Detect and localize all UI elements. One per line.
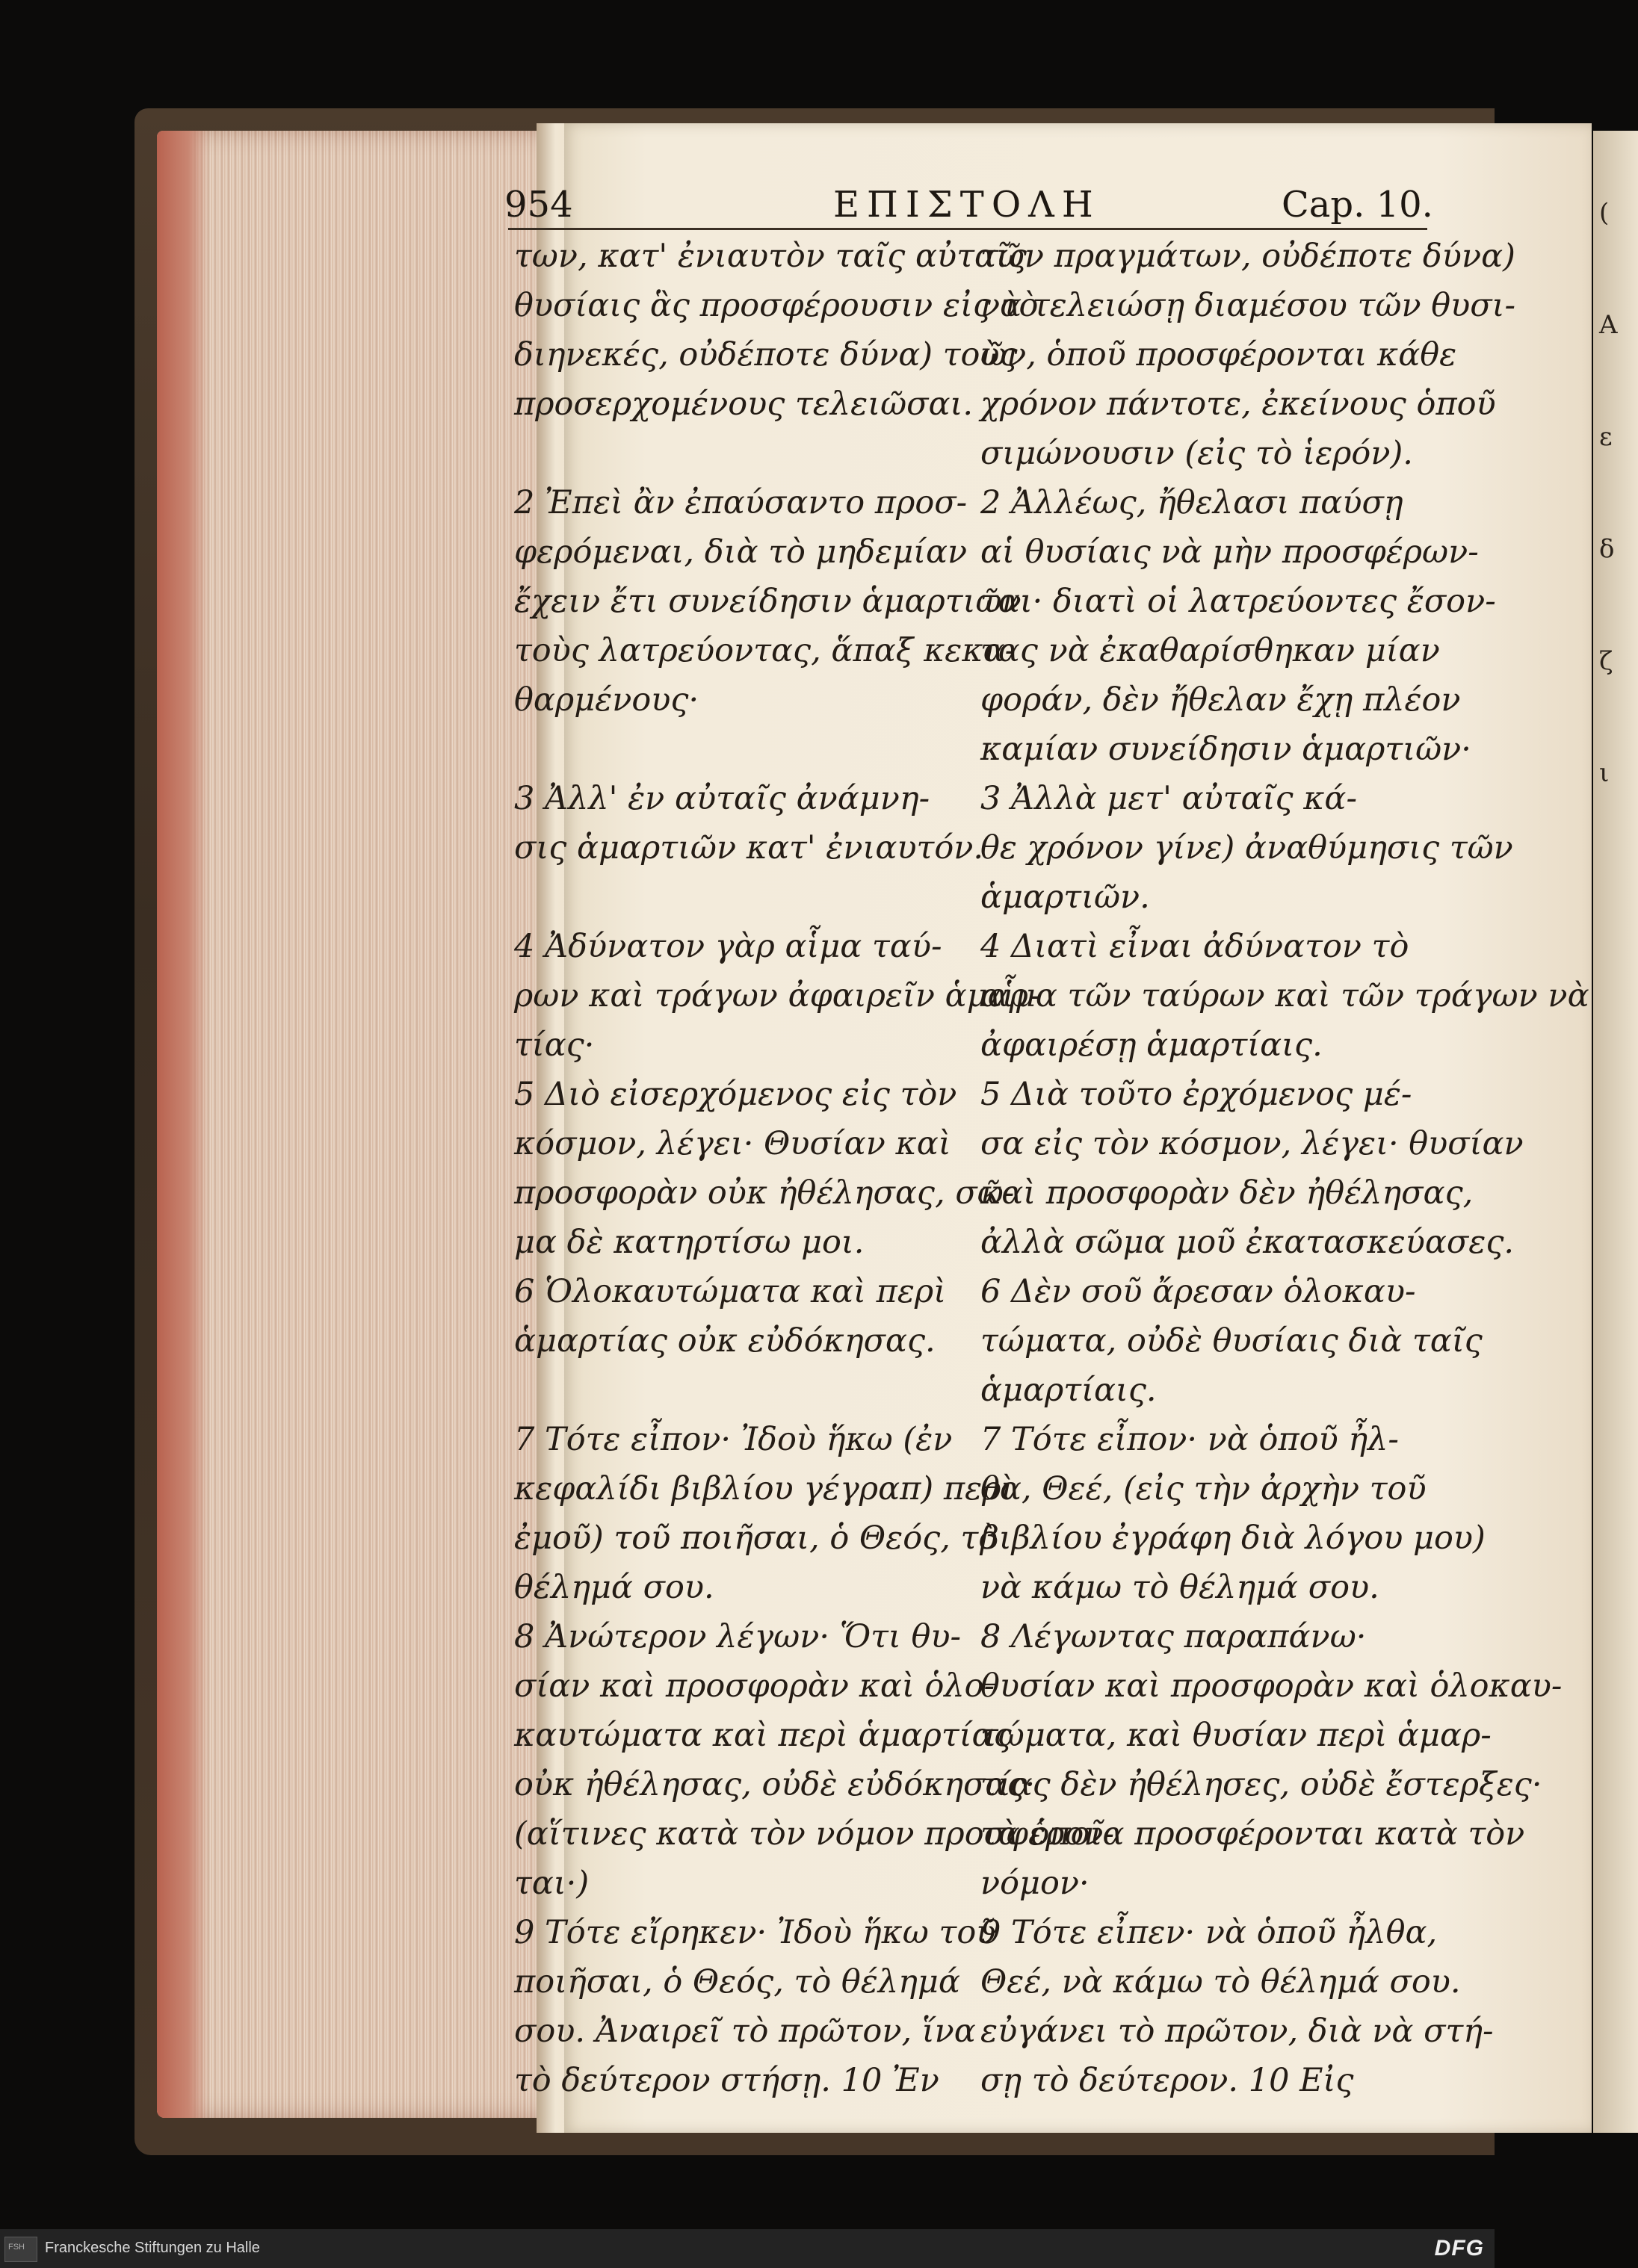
footer-bar [0,2229,1495,2268]
left-column-line: τοὺς λατρεύοντας, ἅπαξ κεκα- [514,632,1016,669]
library-logo-mark: FSH [8,2243,25,2252]
right-column-line: ῶν, ὁποῦ προσφέρονται κάθε [980,336,1457,374]
right-column-line: τας νὰ ἐκαθαρίσθηκαν μίαν [980,632,1440,669]
left-column-line: ται·) [514,1865,590,1902]
left-column-line: καυτώματα καὶ περὶ ἁμαρτίας [514,1717,1012,1754]
right-column-line: τώματα, καὶ θυσίαν περὶ ἁμαρ- [980,1717,1492,1754]
right-column-line: 3 Ἀλλὰ μετ' αὐταῖς κά- [980,780,1357,817]
library-logo [4,2237,37,2262]
page-edges [157,131,560,2118]
right-column-line: 5 Διὰ τοῦτο ἐρχόμενος μέ- [980,1076,1412,1113]
left-column-line [514,873,964,922]
left-column-line: θυσίαις ἃς προσφέρουσιν εἰς τὸ [514,287,1039,324]
left-column-line: προσφορὰν οὐκ ἠθέλησας, σῶ- [514,1174,1015,1212]
right-column-line: 9 Τότε εἶπεν· νὰ ὁποῦ ἦλθα, [980,1914,1438,1951]
right-column-line: ἁμαρτίαις. [980,1372,1157,1409]
next-page-fragment: ( [1599,198,1610,228]
left-column-line: τὸ δεύτερον στήσῃ. 10 Ἐν [514,2062,939,2099]
right-column-line: νὰ τελειώσῃ διαμέσου τῶν θυσι- [980,287,1516,324]
left-column-line [514,725,964,774]
next-page-fragment: Α [1599,310,1618,340]
left-column-line: 2 Ἐπεὶ ἂν ἐπαύσαντο προσ- [514,484,968,521]
left-column-line: ἔχειν ἔτι συνείδησιν ἁμαρτιῶν [514,583,1022,620]
right-column-line: νόμον· [980,1865,1090,1902]
left-column-line: ρων καὶ τράγων ἀφαιρεῖν ἁμαρ- [514,977,1039,1014]
right-column-line: 6 Δὲν σοῦ ἄρεσαν ὁλοκαυ- [980,1273,1416,1310]
next-page-fragment: δ [1599,534,1615,564]
left-column-line: φερόμεναι, διὰ τὸ μηδεμίαν [514,533,968,571]
right-column-line: θε χρόνον γίνε) ἀναθύμησις τῶν [980,829,1513,867]
left-column-line: μα δὲ κατηρτίσω μοι. [514,1224,865,1261]
right-column-line: τώματα, οὐδὲ θυσίαις διὰ ταῖς [980,1322,1483,1360]
left-column-line: ἁμαρτίας οὐκ εὐδόκησας. [514,1322,936,1360]
right-column-line: θα, Θεέ, (εἰς τὴν ἀρχὴν τοῦ [980,1470,1427,1508]
right-column-line: φοράν, δὲν ἤθελαν ἔχῃ πλέον [980,681,1461,719]
right-column-line: 4 Διατὶ εἶναι ἀδύνατον τὸ [980,928,1409,965]
left-column-line: 3 Ἀλλ' ἐν αὐταῖς ἀνάμνη- [514,780,930,817]
left-column-line [514,1366,964,1415]
right-column-line: σα εἰς τὸν κόσμον, λέγει· θυσίαν [980,1125,1524,1162]
dfg-logo: DFG [1434,2236,1484,2261]
right-column-line: 2 Ἀλλέως, ἤθελασι παύσῃ [980,484,1403,521]
right-column-line: βιβλίου ἐγράφη διὰ λόγου μου) [980,1519,1486,1557]
right-column-line: 7 Τότε εἶπον· νὰ ὁποῦ ἦλ- [980,1421,1399,1458]
right-column-line: σιμώνουσιν (εἰς τὸ ἱερόν). [980,435,1413,472]
page-number: 954 [504,184,573,226]
left-column-line: τίας· [514,1026,595,1064]
left-column-line: θαρμένους· [514,681,699,719]
left-column-line: 6 Ὁλοκαυτώματα καὶ περὶ [514,1273,947,1310]
left-column-line: 7 Τότε εἶπον· Ἰδοὺ ἥκω (ἐν [514,1421,953,1458]
right-column-line: αἷμα τῶν ταύρων καὶ τῶν τράγων νὰ [980,977,1589,1014]
left-column-line: 4 Ἀδύνατον γὰρ αἷμα ταύ- [514,928,942,965]
left-column-line: 5 Διὸ εἰσερχόμενος εἰς τὸν [514,1076,957,1113]
right-column-line: τῶν πραγμάτων, οὐδέποτε δύνα) [980,238,1515,275]
right-column-line: αἱ θυσίαις νὰ μὴν προσφέρων- [980,533,1479,571]
right-column-line: τίας δὲν ἠθέλησες, οὐδὲ ἔστερξες· [980,1766,1542,1803]
left-column-line: διηνεκές, οὐδέποτε δύνα) τοὺς [514,336,1018,374]
left-column-line: των, κατ' ἐνιαυτὸν ταῖς αὐταῖς [514,238,1027,275]
right-column-vernacular-text [980,232,1589,2105]
left-column-line: 9 Τότε εἴρηκεν· Ἰδοὺ ἥκω τοῦ [514,1914,996,1951]
right-column-line: τὰ ὁποῖα προσφέρονται κατὰ τὸν [980,1815,1525,1853]
left-column-line: 8 Ἀνώτερον λέγων· Ὅτι θυ- [514,1618,962,1655]
left-column-line: οὐκ ἠθέλησας, οὐδὲ εὐδόκησας· [514,1766,1036,1803]
right-column-line: ἀφαιρέσῃ ἁμαρτίαις. [980,1026,1323,1064]
next-page-fragment: ι [1599,758,1610,788]
right-column-line: εὐγάνει τὸ πρῶτον, διὰ νὰ στή- [980,2013,1494,2050]
next-page-fragment: ε [1599,422,1613,452]
right-column-line: νὰ κάμω τὸ θέλημά σου. [980,1569,1379,1606]
right-column-line: Θεέ, νὰ κάμω τὸ θέλημά σου. [980,1963,1461,2001]
chapter-label: Cap. 10. [1282,184,1433,226]
left-column-line: κεφαλίδι βιβλίου γέγραπ) περὶ [514,1470,1014,1508]
left-column-line: σις ἁμαρτιῶν κατ' ἐνιαυτόν. [514,829,984,867]
left-column-line: κόσμον, λέγει· Θυσίαν καὶ [514,1125,951,1162]
footer-credit: Franckesche Stiftungen zu Halle [45,2240,260,2256]
right-column-line: καμίαν συνείδησιν ἁμαρτιῶν· [980,731,1471,768]
left-column-line: (αἵτινες κατὰ τὸν νόμον προσφέρον- [514,1815,1114,1853]
right-column-line: σῃ τὸ δεύτερον. 10 Εἰς [980,2062,1354,2099]
right-column-line: 8 Λέγωντας παραπάνω· [980,1618,1367,1655]
right-column-line: καὶ προσφορὰν δὲν ἠθέλησας, [980,1174,1474,1212]
right-column-line: χρόνον πάντοτε, ἐκείνους ὁποῦ [980,385,1496,423]
left-column-line: ποιῆσαι, ὁ Θεός, τὸ θέλημά [514,1963,960,2001]
page-header [0,172,1495,224]
right-column-line: ται· διατὶ οἱ λατρεύοντες ἔσον- [980,583,1496,620]
page-title: ΕΠΙΣΤΟΛΗ [833,184,1101,226]
header-rule [508,228,1427,230]
right-column-line: ἀλλὰ σῶμα μοῦ ἐκατασκεύασες. [980,1224,1515,1261]
next-page-edge [1593,131,1638,2133]
left-column-line: σίαν καὶ προσφορὰν καὶ ὁλο- [514,1667,995,1705]
left-column-line: σου. Ἀναιρεῖ τὸ πρῶτον, ἵνα [514,2013,976,2050]
left-column-line: προσερχομένους τελειῶσαι. [514,385,974,423]
left-column-line [514,429,964,478]
left-column-line: θέλημά σου. [514,1569,714,1606]
left-column-line: ἐμοῦ) τοῦ ποιῆσαι, ὁ Θεός, τὸ [514,1519,998,1557]
right-column-line: ἁμαρτιῶν. [980,879,1150,916]
right-column-line: θυσίαν καὶ προσφορὰν καὶ ὁλοκαυ- [980,1667,1563,1705]
next-page-fragment: ζ [1599,646,1613,676]
